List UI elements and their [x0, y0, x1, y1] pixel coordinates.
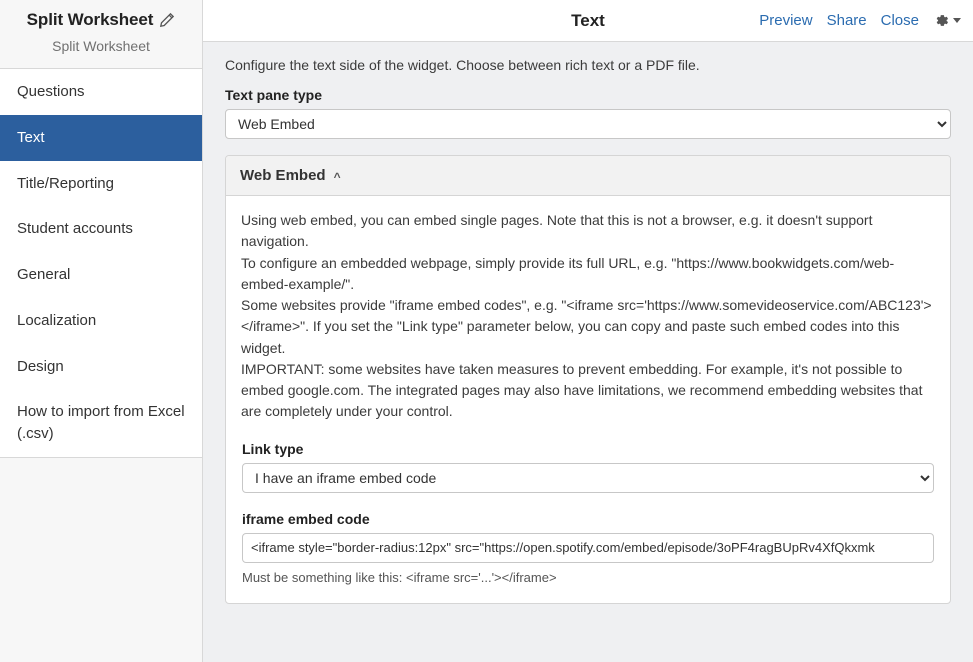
description-line-2: To configure an embedded webpage, simply provide its full URL, e.g. "https://www.bookwidgets.com/web-embed-example/". — [241, 254, 895, 292]
iframe-embed-code-hint: Must be something like this: <iframe src='...'></iframe> — [242, 569, 557, 585]
close-button[interactable]: Close — [880, 12, 919, 29]
iframe-embed-code-wrap — [241, 533, 935, 585]
link-type-label: Link type — [242, 440, 304, 457]
web-embed-description — [241, 210, 935, 423]
chevron-down-icon — [953, 18, 961, 23]
iframe-embed-code-input[interactable] — [242, 533, 934, 563]
sidebar-item-import-excel[interactable]: How to import from Excel (.csv) — [17, 403, 185, 442]
settings-content — [203, 42, 973, 662]
text-pane-type-label: Text pane type — [225, 87, 322, 103]
iframe-embed-code-label: iframe embed code — [242, 510, 370, 527]
text-pane-type-select[interactable] — [225, 109, 951, 139]
widget-subtitle: Split Worksheet — [52, 38, 150, 54]
text-pane-type-wrap — [215, 109, 961, 139]
sidebar-item-design[interactable]: Design — [17, 357, 64, 375]
link-type-wrap — [241, 463, 935, 493]
main-panel — [203, 0, 973, 662]
sidebar-menu — [0, 69, 202, 458]
web-embed-panel-title: Web Embed — [240, 167, 326, 184]
link-type-select[interactable] — [242, 463, 934, 493]
sidebar-item-text[interactable]: Text — [0, 115, 202, 161]
intro-text: Configure the text side of the widget. Choose between rich text or a PDF file. — [225, 57, 700, 73]
web-embed-panel-body — [226, 196, 950, 603]
sidebar-item-questions[interactable]: Questions — [17, 83, 85, 100]
sidebar-title-row — [12, 10, 190, 30]
description-line-4: IMPORTANT: some websites have taken measures to prevent embedding. For example, it's not possible to embed google.com. The integrated pages may also have limitations, we recommend embedding websites that are completely under your control. — [241, 360, 923, 420]
web-embed-panel — [225, 155, 951, 604]
widget-title: Split Worksheet — [26, 10, 154, 29]
chevron-up-icon[interactable]: ^ — [333, 169, 341, 184]
share-button[interactable]: Share — [826, 12, 867, 29]
settings-menu[interactable] — [933, 12, 961, 29]
sidebar-filler — [0, 458, 202, 662]
top-bar — [203, 0, 973, 42]
description-line-1: Using web embed, you can embed single pages. Note that this is not a browser, e.g. it doesn't support navigation. — [241, 212, 873, 250]
description-line-3: Some websites provide "iframe embed codes", e.g. "<iframe src='https://www.somevideoservice.com/ABC123'></iframe>". If you set the "Link type" parameter below, you can copy and paste such embed codes into this widget. — [241, 297, 932, 356]
sidebar-item-student-accounts[interactable]: Student accounts — [17, 220, 133, 238]
sidebar-header — [0, 0, 202, 69]
sidebar — [0, 0, 203, 662]
web-embed-panel-header[interactable] — [226, 156, 950, 196]
gear-icon — [933, 12, 950, 29]
sidebar-item-title-reporting[interactable]: Title/Reporting — [17, 174, 114, 192]
topbar-actions — [759, 12, 973, 29]
page-title: Text — [571, 10, 605, 30]
sidebar-item-localization[interactable]: Localization — [17, 311, 97, 329]
preview-button[interactable]: Preview — [759, 12, 813, 29]
sidebar-item-general[interactable]: General — [17, 266, 71, 283]
pencil-icon[interactable] — [159, 12, 175, 28]
